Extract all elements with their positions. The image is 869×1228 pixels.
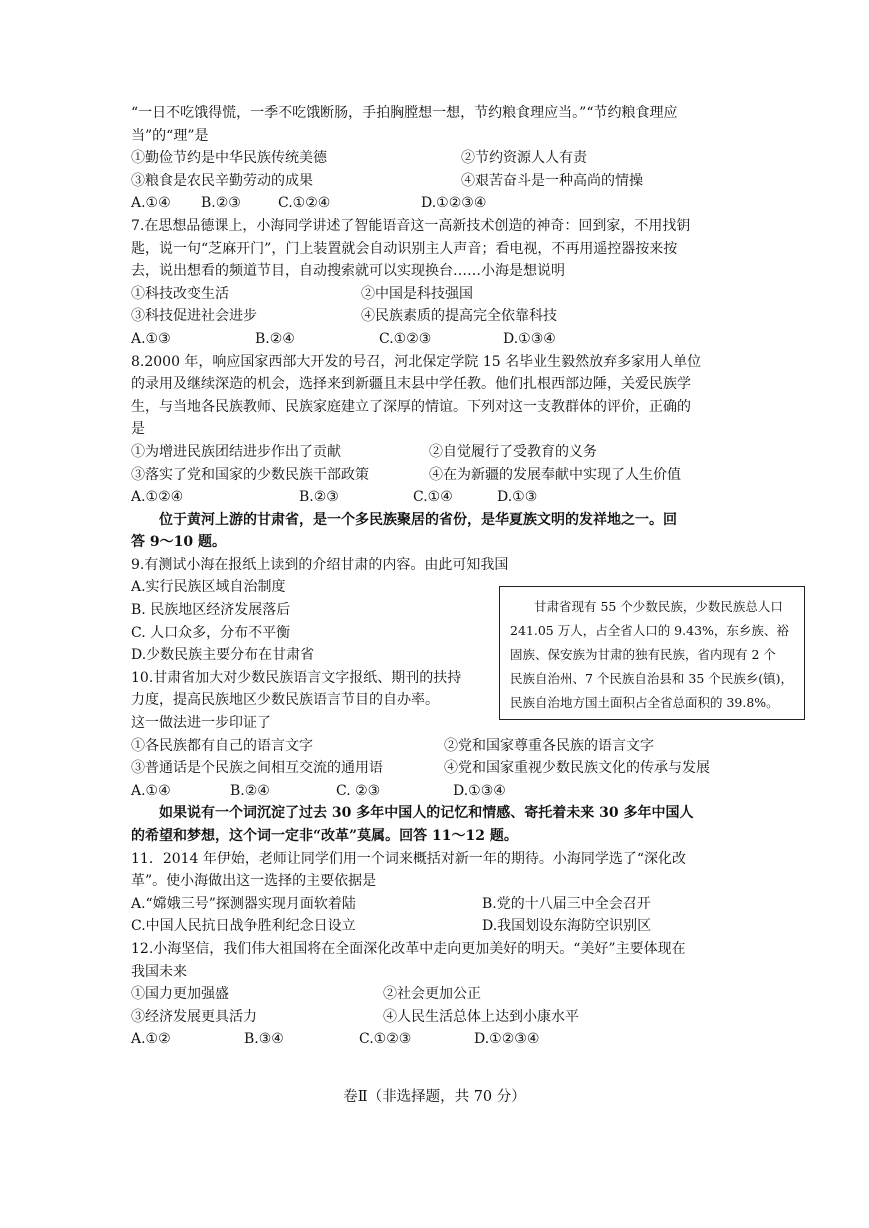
q12-option-4: ④人民生活总体上达到小康水平 [383,1008,579,1025]
q6-stem-line: “一日不吃饿得慌，一季不吃饿断肠，手拍胸膛想一想，节约粮食理应当。”“节约粮食理应 [131,105,678,121]
q6-option-4: ④艰苦奋斗是一种高尚的情操 [461,172,643,189]
q11-stem-line: 11．2014 年伊始，老师让同学们用一个词来概括对新一年的期待。小海同学选了“深化改 [131,850,687,867]
q11-choices-row [131,893,741,916]
info-box-line: 民族自治地方国土面积占全省总面积的 39.8%。 [510,695,779,710]
q11-choice-a: A.“嫦娥三号”探测器实现月面软着陆 [131,895,356,912]
q6-choice-b: B.②③ [201,195,241,212]
q8-choice-b: B.②③ [299,489,339,506]
q8-stem-line: 的录用及继续深造的机会，选择来到新疆且末县中学任教。他们扎根西部边陲，关爱民族学 [131,376,691,393]
q8-option-1: ①为增进民族团结进步作出了贡献 [131,443,341,460]
q8-stem-line: 8.2000 年，响应国家西部大开发的号召，河北保定学院 15 名毕业生毅然放弃多家用人单位 [131,353,702,370]
q10-stem-line: 10.甘肃省加大对少数民族语言文字报纸、期刊的扶持 [131,669,462,686]
q6-options-row [131,170,741,193]
q9-choice-c: C. 人口众多，分布不平衡 [131,624,291,641]
q7-choice-d: D.①③④ [503,330,556,347]
q8-options-row [131,441,741,464]
q8-options-row [131,464,741,487]
q10-choice-d: D.①③④ [453,782,506,799]
q8-option-3: ③落实了党和国家的少数民族干部政策 [131,466,369,483]
q10-choices-row [131,780,741,803]
q10-option-3: ③普通话是个民族之间相互交流的通用语 [131,760,383,777]
exam-page [131,102,741,1051]
q12-options-row [131,1006,741,1029]
q7-options-row [131,305,741,328]
q9-choice-a: A.实行民族区域自治制度 [131,579,286,596]
q7-choice-b: B.②④ [255,330,295,347]
q8-choices-row [131,486,741,509]
section-intro-11-12: 如果说有一个词沉淀了过去 30 多年中国人的记忆和情感、寄托着未来 30 多年中国人 [159,805,694,822]
q9-stem: 9.有测试小海在报纸上读到的介绍甘肃的内容。由此可知我国 [131,556,509,573]
q8-choice-c: C.①④ [413,489,453,506]
q7-choices-row [131,328,741,351]
q12-stem-line: 我国未来 [131,963,187,980]
q9-choice-d: D.少数民族主要分布在甘肃省 [131,647,315,664]
info-box-line: 固族、保安族为甘肃的独有民族，省内现有 2 个 [510,647,776,662]
q6-options-row [131,147,741,170]
q6-option-3: ③粮食是农民辛勤劳动的成果 [131,172,313,189]
q7-stem-line: 匙，说一句“芝麻开门”，门上装置就会自动识别主人声音；看电视，不再用遥控器按来按 [131,240,678,257]
q6-option-2: ②节约资源人人有责 [461,150,587,167]
gansu-info-box [499,586,805,720]
q10-option-2: ②党和国家尊重各民族的语言文字 [444,737,654,754]
q10-stem-line: 这一做法进一步印证了 [131,715,271,732]
q10-option-4: ④党和国家重视少数民族文化的传承与发展 [444,760,710,777]
q6-option-1: ①勤俭节约是中华民族传统美德 [131,150,327,167]
q12-choices-row [131,1028,741,1051]
q9-choice-b: B. 民族地区经济发展落后 [131,602,291,619]
q8-choice-d: D.①③ [497,489,538,506]
q10-choice-c: C. ②③ [336,782,381,799]
q6-choice-a: A.①④ [131,195,171,212]
q7-choice-a: A.①③ [131,330,171,347]
q7-option-1: ①科技改变生活 [131,285,229,302]
q10-choice-a: A.①④ [131,782,171,799]
q12-choice-a: A.①② [131,1031,171,1048]
q12-option-2: ②社会更加公正 [383,986,481,1003]
section-footer-title: 卷Ⅱ（非选择题，共 70 分） [343,1089,526,1105]
q12-option-3: ③经济发展更具活力 [131,1008,257,1025]
q8-choice-a: A.①②④ [131,489,184,506]
q7-option-2: ②中国是科技强国 [361,285,473,302]
section-intro-11-12: 的希望和梦想，这个词一定非“改革”莫属。回答 11～12 题。 [131,828,518,844]
q7-stem-line: 去，说出想看的频道节目，自动搜索就可以实现换台……小海是想说明 [131,263,565,280]
info-box-line: 民族自治州、7 个民族自治县和 35 个民族乡(镇)， [510,671,794,686]
q11-choices-row [131,915,741,938]
q8-stem-line: 生，与当地各民族教师、民族家庭建立了深厚的情谊。下列对这一支教群体的评价，正确的 [131,398,691,415]
q6-choice-d: D.①②③④ [421,195,487,212]
q11-choice-d: D.我国划设东海防空识别区 [482,918,652,935]
q7-stem-line: 7.在思想品德课上，小海同学讲述了智能语音这一高新技术创造的神奇：回到家，不用找钥 [131,217,691,234]
q7-option-3: ③科技促进社会进步 [131,308,257,325]
q10-options-row [131,757,741,780]
section-intro-9-10: 答 9～10 题。 [131,534,226,551]
q12-options-row [131,983,741,1006]
q11-stem-line: 革”。使小海做出这一选择的主要依据是 [131,873,377,890]
q6-stem-line: 当”的“理”是 [131,127,209,144]
q10-choice-b: B.②④ [230,782,270,799]
info-box-line: 241.05 万人，占全省人口的 9.43%，东乡族、裕 [510,623,789,638]
q7-options-row [131,283,741,306]
q12-option-1: ①国力更加强盛 [131,986,229,1003]
q11-choice-b: B.党的十八届三中全会召开 [482,895,651,912]
info-box-line: 甘肃省现有 55 个少数民族，少数民族总人口 [534,599,783,614]
q12-choice-c: C.①②③ [359,1031,412,1048]
q7-choice-c: C.①②③ [379,330,432,347]
q10-options-row [131,735,741,758]
q10-stem-line: 力度，提高民族地区少数民族语言节目的自办率。 [131,692,439,709]
q7-option-4: ④民族素质的提高完全依靠科技 [361,308,557,325]
q10-option-1: ①各民族都有自己的语言文字 [131,737,313,754]
q12-choice-b: B.③④ [244,1031,284,1048]
q8-option-4: ④在为新疆的发展奉献中实现了人生价值 [429,466,681,483]
q6-choices-row [131,192,741,215]
q12-choice-d: D.①②③④ [474,1031,540,1048]
q11-choice-c: C.中国人民抗日战争胜利纪念日设立 [131,918,356,935]
section-intro-9-10: 位于黄河上游的甘肃省，是一个多民族聚居的省份，是华夏族文明的发祥地之一。回 [159,511,677,528]
q6-choice-c: C.①②④ [278,195,331,212]
q8-option-2: ②自觉履行了受教育的义务 [429,443,597,460]
q12-stem-line: 12.小海坚信，我们伟大祖国将在全面深化改革中走向更加美好的明天。“美好”主要体现在 [131,940,686,957]
q8-stem-line: 是 [131,421,145,438]
